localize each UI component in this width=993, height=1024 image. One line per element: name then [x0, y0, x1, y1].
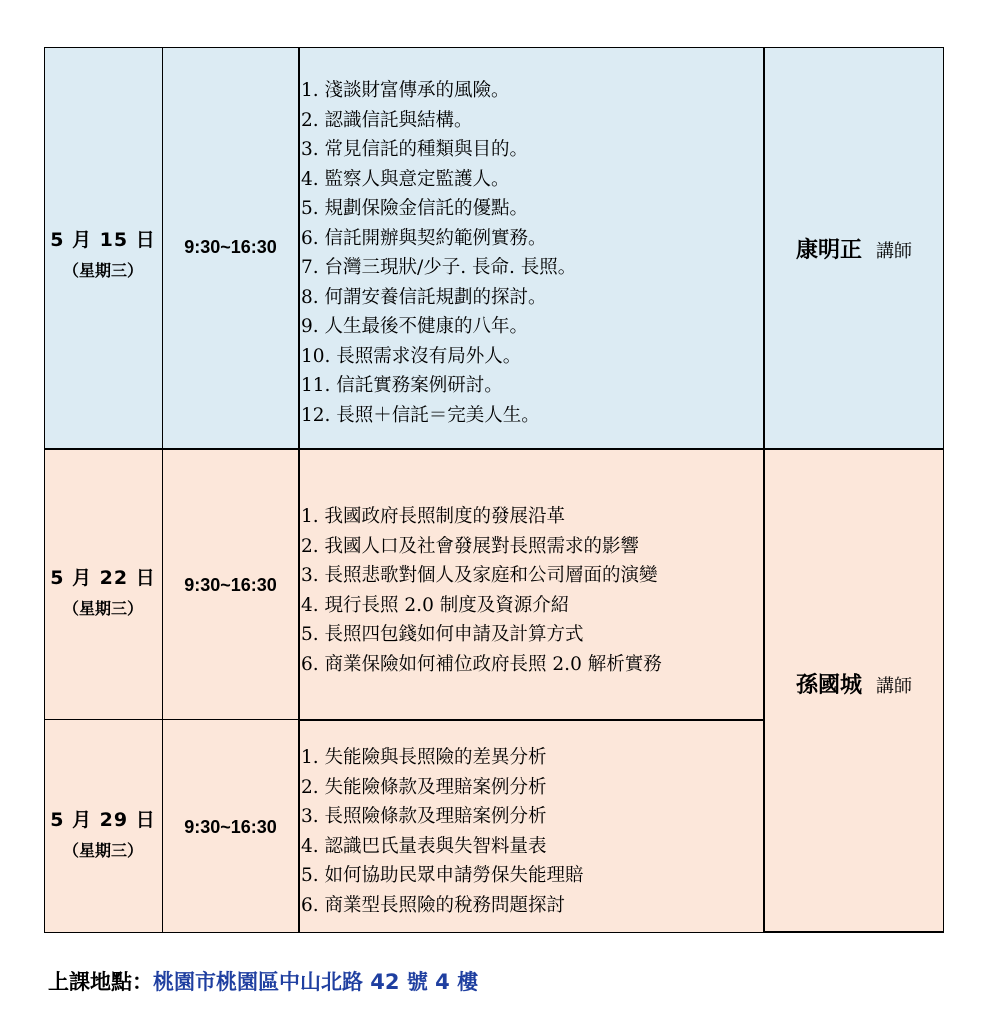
topic-item: 2. 我國人口及社會發展對長照需求的影響 — [301, 535, 640, 557]
column-divider — [763, 47, 765, 933]
topic-item: 5. 長照四包錢如何申請及計算方式 — [301, 624, 584, 645]
time-cell — [162, 47, 299, 449]
topic-item: 3. 長照險條款及理賠案例分析 — [301, 806, 547, 827]
date-cell — [44, 47, 162, 449]
date: 5 月 15 日 — [50, 229, 156, 251]
topic-item: 9. 人生最後不健康的八年。 — [301, 316, 529, 337]
lecturer-name: 孫國城 — [795, 673, 862, 698]
location-label: 上課地點： — [48, 970, 153, 994]
topics-cell — [299, 47, 764, 449]
time-cell — [162, 449, 299, 720]
location-line — [48, 966, 478, 996]
topic-item: 3. 長照悲歌對個人及家庭和公司層面的演變 — [301, 565, 658, 586]
topic-item: 1. 我國政府長照制度的發展沿革 — [301, 506, 566, 527]
date-cell — [44, 720, 162, 933]
date: 5 月 29 日 — [50, 809, 156, 831]
column-divider — [298, 47, 300, 933]
time: 9:30~16:30 — [184, 575, 277, 595]
time: 9:30~16:30 — [184, 237, 277, 257]
topic-item: 6. 商業保險如何補位政府長照 2.0 解析實務 — [301, 653, 662, 675]
topic-item: 5. 規劃保險金信託的優點。 — [301, 198, 529, 219]
lecturer-name: 康明正 — [795, 238, 862, 263]
topic-item: 11. 信託實務案例研討。 — [301, 375, 503, 396]
weekday: （星期三） — [62, 841, 143, 860]
topic-item: 2. 失能險條款及理賠案例分析 — [301, 776, 547, 798]
topic-item: 1. 失能險與長照險的差異分析 — [301, 747, 547, 768]
topic-item: 4. 現行長照 2.0 制度及資源介紹 — [301, 594, 570, 616]
topic-item: 12. 長照＋信託＝完美人生。 — [301, 404, 540, 426]
lecturer-cell — [764, 449, 944, 933]
topic-item: 4. 監察人與意定監護人。 — [301, 168, 510, 190]
column-divider — [162, 47, 163, 933]
topic-item: 2. 認識信託與結構。 — [301, 109, 473, 131]
row-divider — [44, 448, 944, 450]
topics-cell — [299, 720, 764, 933]
weekday: （星期三） — [62, 599, 143, 618]
topic-item: 1. 淺談財富傳承的風險。 — [301, 80, 510, 101]
lecturer-cell — [764, 47, 944, 449]
topic-item: 8. 何謂安養信託規劃的探討。 — [301, 286, 547, 308]
topics-list — [301, 743, 584, 920]
table-bottom-rule — [764, 931, 944, 933]
topics-cell — [299, 449, 764, 720]
topic-item: 5. 如何協助民眾申請勞保失能理賠 — [301, 865, 584, 886]
topic-item: 10. 長照需求沒有局外人。 — [301, 345, 522, 367]
time-cell — [162, 720, 299, 933]
date: 5 月 22 日 — [50, 567, 156, 589]
lecturer-title: 講師 — [876, 241, 912, 262]
topics-list — [301, 502, 662, 679]
location-address: 桃園市桃園區中山北路 42 號 4 樓 — [153, 970, 479, 994]
row-divider — [298, 719, 764, 721]
weekday: （星期三） — [62, 261, 143, 280]
topic-item: 3. 常見信託的種類與目的。 — [301, 139, 529, 160]
topic-item: 7. 台灣三現狀/少子. 長命. 長照。 — [301, 257, 577, 278]
topics-list — [301, 76, 576, 430]
lecturer-title: 講師 — [876, 676, 912, 697]
topic-item: 6. 商業型長照險的稅務問題探討 — [301, 894, 566, 916]
date-cell — [44, 449, 162, 720]
time: 9:30~16:30 — [184, 817, 277, 837]
topic-item: 6. 信託開辦與契約範例實務。 — [301, 227, 547, 249]
topic-item: 4. 認識巴氏量表與失智料量表 — [301, 835, 547, 857]
